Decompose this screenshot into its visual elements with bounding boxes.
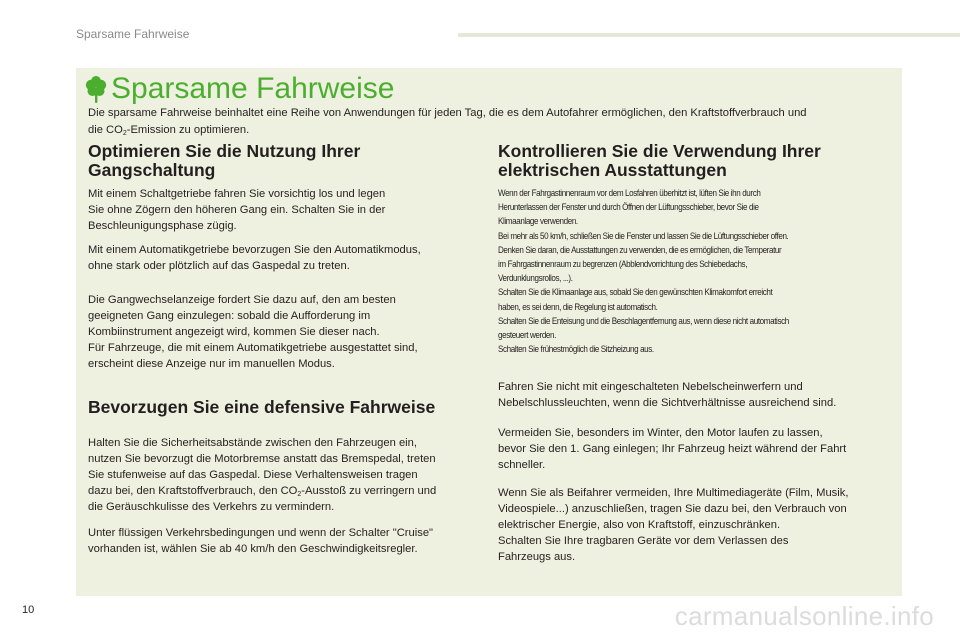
text-line: Schalten Sie die Enteisung und die Beschlagentfernung aus, wenn diese nicht automatisch — [498, 314, 789, 326]
text-line: Die Gangwechselanzeige fordert Sie dazu auf, den am besten — [88, 294, 396, 306]
text-line: Sie stufenweise auf das Gaspedal. Diese Verhaltensweisen tragen — [88, 469, 418, 481]
subscript: 2 — [122, 129, 127, 137]
text-fragment: -Ausstoß zu verringern und — [301, 485, 437, 497]
text-line: bevor Sie den 1. Gang einlegen; Ihr Fahrzeug heizt während der Fahrt — [498, 443, 847, 455]
intro-text-fragment: -Emission zu optimieren. — [126, 123, 250, 136]
running-title: Sparsame Fahrweise — [76, 27, 190, 41]
text-line: Bei mehr als 50 km/h, schließen Sie die Fenster und lassen Sie die Lüftungsschieber offen. — [498, 229, 789, 241]
text-line: Schalten Sie Ihre tragbaren Geräte vor dem Verlassen des — [498, 535, 789, 547]
text-line: gesteuert werden. — [498, 329, 556, 341]
heading-line: Gangschaltung — [88, 160, 216, 180]
paragraph-safety-distance — [88, 435, 470, 515]
paragraph-climate — [498, 186, 899, 356]
paragraph-cruise-control — [88, 525, 470, 557]
text-line: Mit einem Schaltgetriebe fahren Sie vorsichtig los und legen — [88, 188, 386, 200]
heading-electrical-equipment — [498, 142, 898, 180]
intro-text-fragment: die CO — [88, 123, 123, 136]
left-column — [88, 142, 470, 557]
text-line: Herunterlassen der Fenster und durch Öffnen der Lüftungsschieber, bevor Sie die — [498, 201, 759, 213]
text-line: Videospiele...) anzuschließen, tragen Sie dazu bei, den Verbrauch von — [498, 503, 847, 515]
text-line: elektrischer Energie, also von Kraftstoff, einzuschränken. — [498, 519, 781, 531]
text-line: Fahren Sie nicht mit eingeschalteten Nebelscheinwerfern und — [498, 381, 803, 393]
text-line: Schalten Sie die Klimaanlage aus, sobald Sie den gewünschten Klimakomfort erreicht — [498, 286, 773, 298]
text-line: Fahrzeugs aus. — [498, 551, 576, 563]
header-rule — [458, 33, 960, 37]
text-line: die Geräuschkulisse des Verkehrs zu vermindern. — [88, 501, 335, 513]
text-line: vorhanden ist, wählen Sie ab 40 km/h den Geschwindigkeitsregler. — [88, 543, 418, 555]
text-line — [88, 483, 470, 499]
text-line: im Fahrgastinnenraum zu begrenzen (Abblendvorrichtung des Schiebedachs, — [498, 258, 748, 270]
paragraph-automatic-gearbox — [88, 242, 470, 274]
text-line: Mit einem Automatikgetriebe bevorzugen Sie den Automatikmodus, — [88, 244, 421, 256]
text-line: Unter flüssigen Verkehrsbedingungen und wenn der Schalter "Cruise" — [88, 527, 434, 539]
text-line: Klimaanlage verwenden. — [498, 215, 578, 227]
climate-paragraph-wrapper — [498, 186, 898, 362]
text-line: Wenn der Fahrgastinnenraum vor dem Losfahren überhitzt ist, lüften Sie ihn durch — [498, 187, 761, 198]
text-line: Vermeiden Sie, besonders im Winter, den Motor laufen zu lassen, — [498, 427, 823, 439]
intro-line: Die sparsame Fahrweise beinhaltet eine Reihe von Anwendungen für jeden Tag, die es dem Autofahrer ermöglichen, den Kraftstoffverbrauch und — [88, 107, 807, 119]
right-column — [498, 142, 898, 565]
paragraph-engine-idle — [498, 425, 898, 473]
text-line: Für Fahrzeuge, die mit einem Automatikgetriebe ausgestattet sind, — [88, 342, 418, 354]
intro-line — [88, 122, 896, 139]
watermark: carmanualsonline.info — [674, 601, 934, 631]
intro-text — [88, 105, 896, 138]
paragraph-manual-gearbox — [88, 186, 470, 234]
heading-line: Kontrollieren Sie die Verwendung Ihrer — [498, 141, 821, 161]
text-fragment: dazu bei, den Kraftstoffverbrauch, den CO — [88, 485, 298, 497]
text-line: Halten Sie die Sicherheitsabstände zwischen den Fahrzeugen ein, — [88, 437, 417, 449]
subscript: 2 — [297, 491, 302, 498]
heading-gear-usage — [88, 142, 470, 180]
paragraph-multimedia — [498, 485, 898, 565]
section-title: Sparsame Fahrweise — [111, 72, 395, 105]
leaf-icon — [84, 76, 108, 104]
paragraph-gear-indicator — [88, 292, 470, 372]
text-line: Verdunklungsrollos, ...). — [498, 272, 573, 284]
text-line: Beschleunigungsphase zügig. — [88, 220, 237, 232]
text-line: geeigneten Gang einzulegen: sobald die Aufforderung im — [88, 310, 371, 322]
page-number: 10 — [22, 604, 35, 616]
text-line: Wenn Sie als Beifahrer vermeiden, Ihre Multimediageräte (Film, Musik, — [498, 487, 849, 499]
text-line: Sie ohne Zögern den höheren Gang ein. Schalten Sie in der — [88, 204, 386, 216]
text-line: Nebelschlussleuchten, wenn die Sichtverhältnisse ausreichend sind. — [498, 397, 837, 409]
text-line: Kombiinstrument angezeigt wird, kommen Sie dieser nach. — [88, 326, 380, 338]
heading-line: elektrischen Ausstattungen — [498, 160, 727, 180]
text-line: schneller. — [498, 459, 546, 471]
text-line: Denken Sie daran, die Ausstattungen zu verwenden, die es ermöglichen, die Temperatur — [498, 243, 782, 255]
text-line: nutzen Sie bevorzugt die Motorbremse anstatt das Bremspedal, treten — [88, 453, 436, 465]
text-line: Schalten Sie frühestmöglich die Sitzheizung aus. — [498, 343, 654, 355]
paragraph-fog-lights — [498, 379, 898, 411]
heading-defensive-driving: Bevorzugen Sie eine defensive Fahrweise — [88, 397, 436, 417]
text-line: ohne stark oder plötzlich auf das Gaspedal zu treten. — [88, 260, 350, 272]
text-line: erscheint diese Anzeige nur im manuellen Modus. — [88, 358, 335, 370]
text-line: haben, es sei denn, die Regelung ist automatisch. — [498, 300, 658, 312]
heading-line: Optimieren Sie die Nutzung Ihrer — [88, 141, 361, 161]
